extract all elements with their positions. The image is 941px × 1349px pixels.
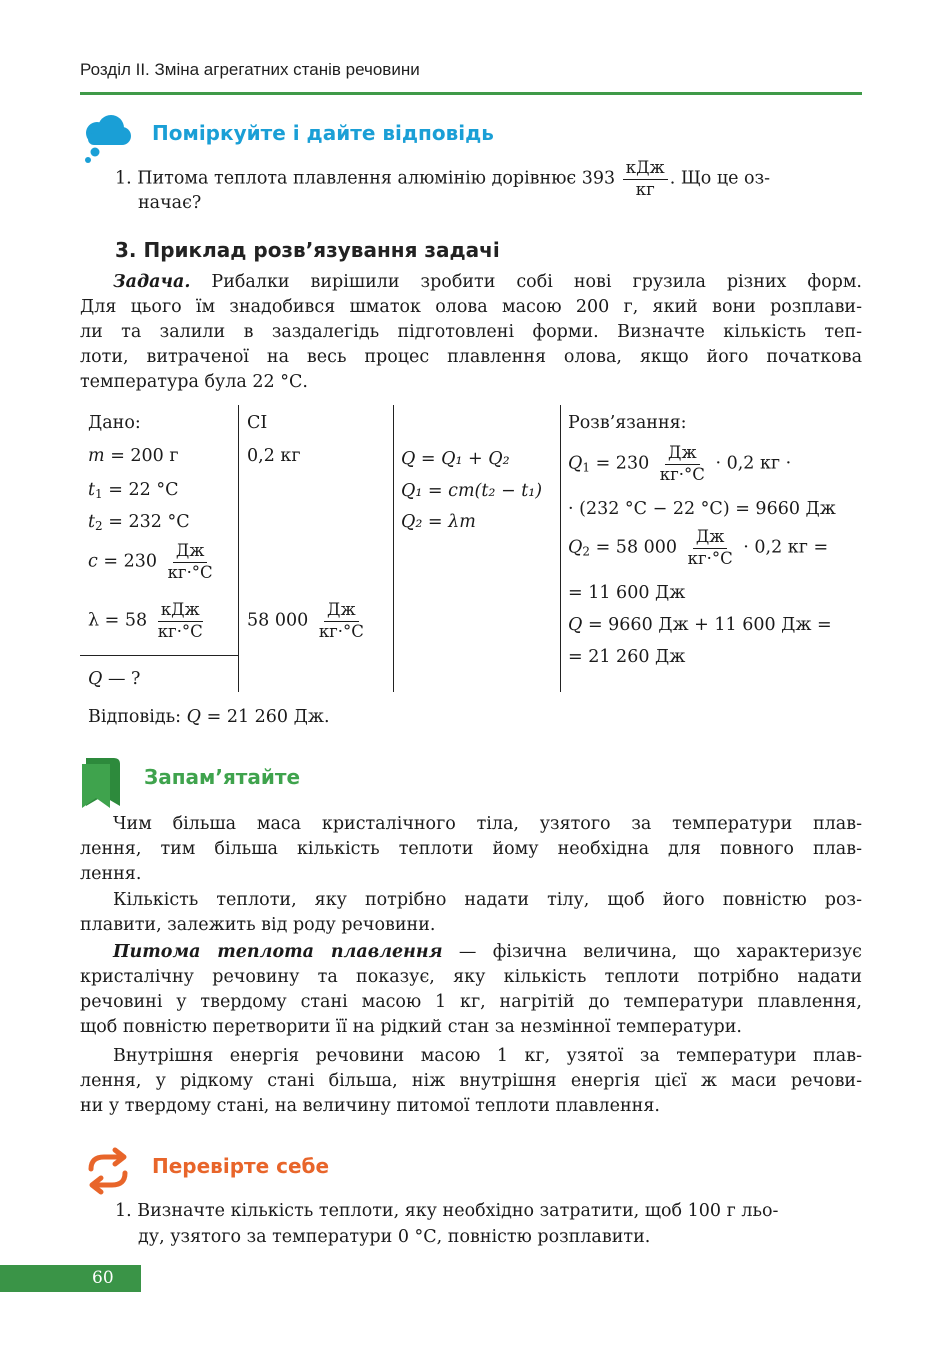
definition-term: Питома теплота плавлення [113,942,443,962]
cloud-icon [80,114,132,164]
answer: Відповідь: Q = 21 260 Дж. [88,707,330,727]
remember-paragraph-2: Кількість теплоти, яку потрібно надати тілу, щоб його повністю роз- плавити, залежить від роду речовини. [80,890,862,935]
task-paragraph: Задача. Рибалки вирішили зробити собі нові грузила різних форм. Для цього їм знадобився шматок олова масою 200 г, який вони розплави- ли та залили в заздалегідь підготовлені форми. Визначте кількість теп- лоти, витраченої на весь процес плавлення олова, якщо його початкова температура була 22 °С. [80,272,862,392]
running-head: Розділ ІІ. Зміна агрегатних станів речовини [80,60,420,79]
think-question-1: 1. Питома теплота плавлення алюмінію дорівнює 393 $\frac{\text{кДж}}{кг}$ . Що це оз- [115,158,771,199]
formula-melting: Q₂ = λm [401,512,476,532]
example-heading: 3. Приклад розв’язування задачі [115,238,500,262]
table-divider-given [238,405,239,692]
solution-q-line1: Q = 9660 Дж + 11 600 Дж = [568,615,832,635]
given-t1: $t_1 = 22$ °С [88,480,179,501]
find-q: Q — ? [88,669,141,689]
check-question-1-line2: ду, узятого за температури 0 °С, повністю розплавити. [138,1227,651,1247]
task-label: Задача. [113,272,191,292]
think-title: Поміркуйте і дайте відповідь [152,121,494,145]
remember-paragraph-1: Чим більша маса кристалічного тіла, узятого за температури плав- лення, тим більша кількість теплоти йому необхідна для повного плав- лення. [80,814,862,884]
si-mass: 0,2 кг [247,446,301,466]
solution-q2-line1: $Q_2 = 58$ 000 $\frac{Дж}{кг\cdot^\circ С}$ · 0,2 кг = [568,527,829,568]
solution-q1-line1: $Q_1 = 230$ $\frac{Дж}{кг\cdot^\circ С}$ · 0,2 кг · [568,443,792,484]
solution-q2-line2: = 11 600 Дж [568,583,686,603]
given-t2: $t_2 = 232$ °С [88,512,190,533]
bookmark-icon [80,756,122,808]
solution-title: Розв’язання: [568,413,687,433]
remember-title: Запам’ятайте [144,765,301,789]
check-question-1: 1. Визначте кількість теплоти, яку необхідно затратити, щоб 100 г льо- [115,1201,779,1221]
page-number: 60 [0,1265,141,1292]
given-mass: m = 200 г [88,446,179,466]
given-lambda: λ = 58 $\frac{\text{кДж}}{кг\cdot^\circ С}$ [88,600,203,641]
given-title: Дано: [88,413,141,433]
solution-q1-line2: · (232 °С − 22 °С) = 9660 Дж [568,499,836,519]
table-given-rule [80,655,238,656]
cycle-arrows-icon [82,1147,134,1195]
think-question-1-line2: начає? [138,193,202,213]
si-lambda: 58 000 $\frac{Дж}{кг\cdot^\circ С}$ [247,600,364,641]
remember-paragraph-4: Внутрішня енергія речовини масою 1 кг, узятої за температури плав- лення, у рідкому стані більша, ніж внутрішня енергія цієї ж маси речови- ни у твердому стані, на величину питомої теплоти плавлення. [80,1046,862,1116]
table-divider-formulas [560,405,561,692]
given-c: c = 230 $\frac{Дж}{кг\cdot^\circ С}$ [88,541,213,582]
si-title: СІ [247,413,268,433]
formula-heating: Q₁ = cm(t₂ − t₁) [401,481,543,501]
solution-q-line2: = 21 260 Дж [568,647,686,667]
check-title: Перевірте себе [152,1154,330,1178]
remember-paragraph-3: Питома теплота плавлення — фізична величина, що характеризує кристалічну речовину та показує, яку кількість теплоти потрібно надати речовині у твердому стані масою 1 кг, нагрітій до температури плавлення, щоб повністю перетворити її на рідкий стан за незмінної температури. [80,942,862,1037]
header-rule [80,92,862,95]
formula-total: Q = Q₁ + Q₂ [401,449,510,469]
table-divider-si [393,405,394,692]
fraction: $\frac{\text{кДж}}{кг}$ [623,160,668,198]
